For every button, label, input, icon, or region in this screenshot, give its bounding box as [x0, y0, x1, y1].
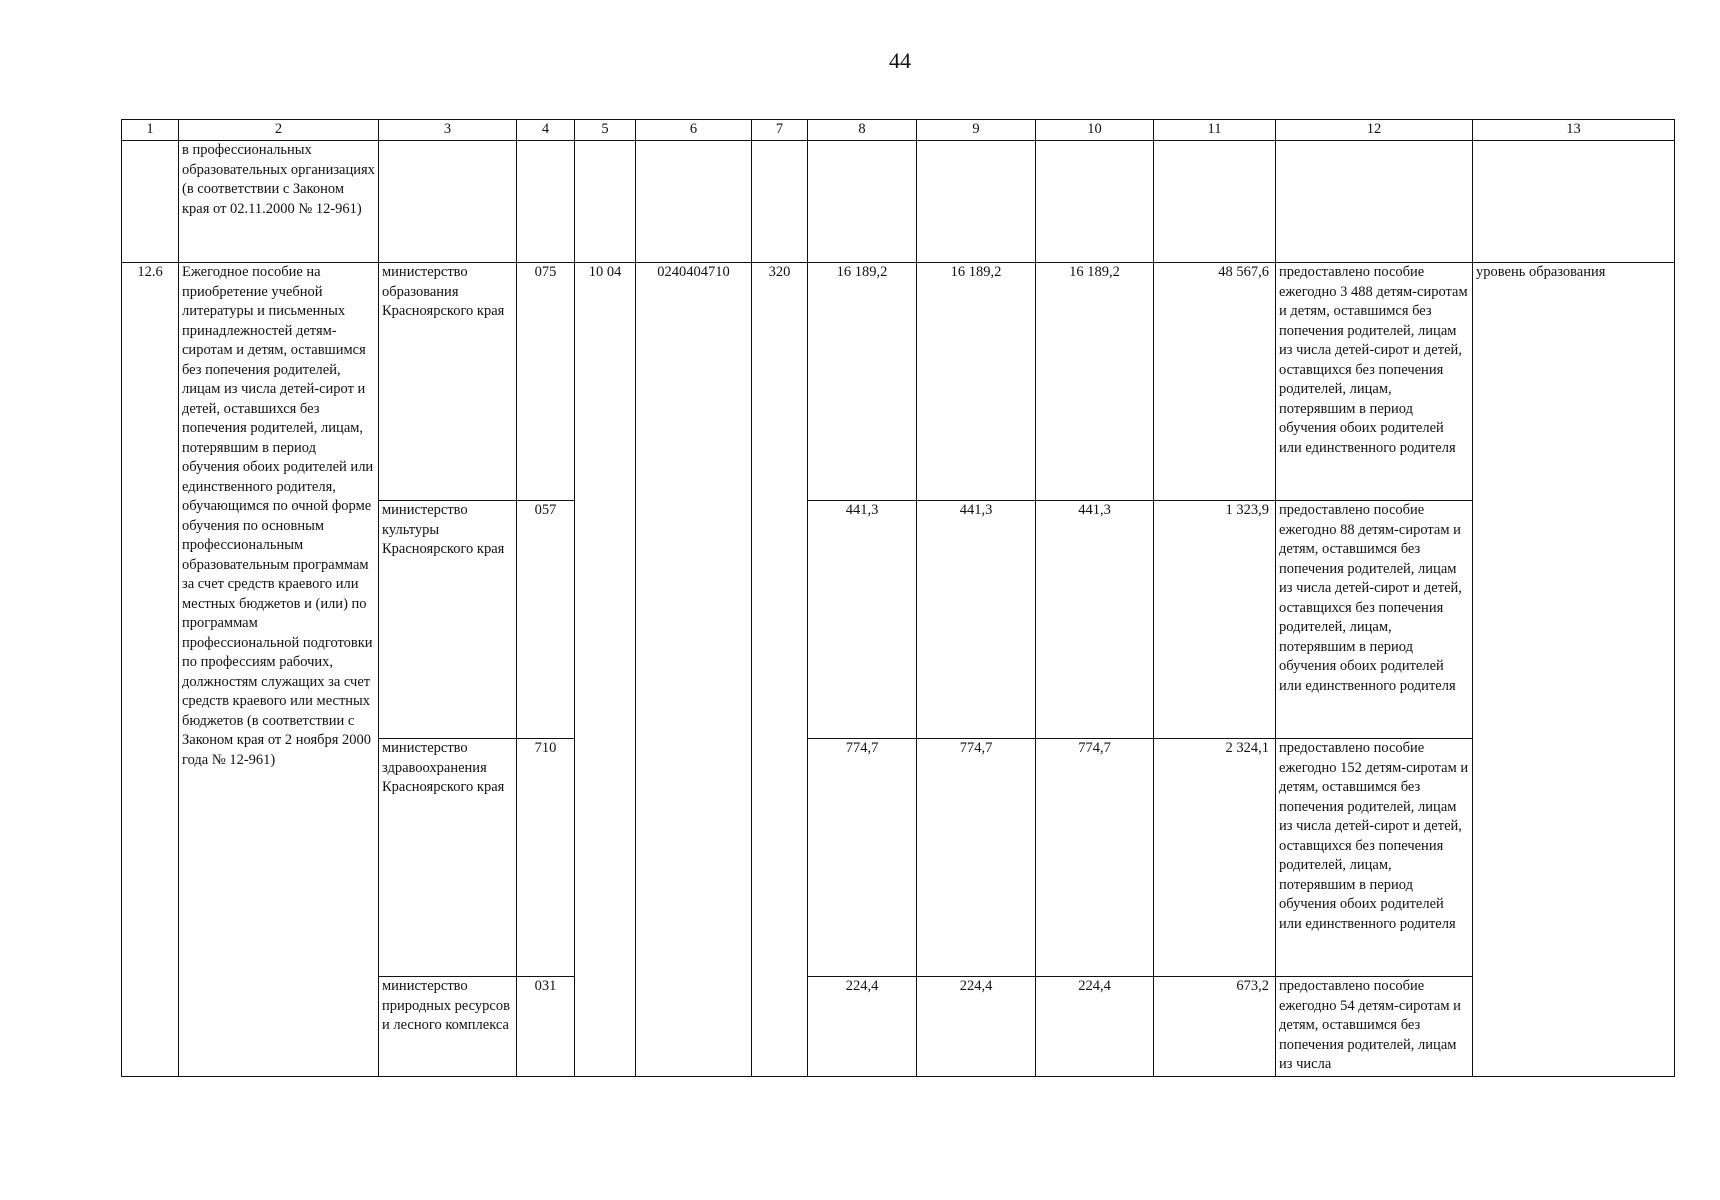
amount-year-2: 774,7 — [917, 739, 1036, 977]
column-number: 11 — [1154, 120, 1276, 141]
budget-table — [121, 119, 1675, 1077]
ministry-code: 057 — [517, 501, 575, 739]
amount-year-1: 16 189,2 — [808, 263, 917, 501]
amount-total: 673,2 — [1154, 977, 1276, 1077]
ministry-cell: министерство культуры Красноярского края — [379, 501, 517, 739]
ministry-cell: министерство природных ресурсов и лесного комплекса — [379, 977, 517, 1077]
column-number: 9 — [917, 120, 1036, 141]
amount-year-3: 16 189,2 — [1036, 263, 1154, 501]
expected-result: предоставлено пособие ежегодно 152 детям-сиротам и детям, оставшимся без попечения родителей, лицам из числа детей-сирот и детей, оставщихся без попечения родителей, лицам, потерявшим в период обучения обоих родителей или единственного родителя — [1276, 739, 1473, 977]
column-number: 13 — [1473, 120, 1675, 141]
column-number: 12 — [1276, 120, 1473, 141]
continuation-text: в профессиональных образовательных организациях (в соответствии с Законом края от 02.11.2000 № 12-961) — [179, 141, 379, 263]
continuation-row — [122, 141, 1675, 263]
ministry-cell: министерство образования Красноярского края — [379, 263, 517, 501]
column-number-row — [122, 120, 1675, 141]
amount-year-3: 774,7 — [1036, 739, 1154, 977]
column-number: 4 — [517, 120, 575, 141]
column-number: 8 — [808, 120, 917, 141]
item-description: Ежегодное пособие на приобретение учебной литературы и письменных принадлежностей детям-сиротам и детям, оставшимся без попечения родителей, лицам из числа детей-сирот и детей, оставшихся без попечения родителей, лицам, потерявшим в период обучения обоих родителей или единственного родителя, обучающимся по очной форме обучения по основным профессиональным образовательным программам за счет средств краевого или местных бюджетов и (или) по программам профессиональной подготовки по профессиям рабочих, должностям служащих за счет средств краевого или местных бюджетов (в соответствии с Законом края от 2 ноября 2000 года № 12-961) — [179, 263, 379, 1077]
expected-result: предоставлено пособие ежегодно 3 488 детям-сиротам и детям, оставшимся без попечения родителей, лицам из числа детей-сирот и детей, оставщихся без попечения родителей, лицам, потерявшим в период обучения обоих родителей или единственного родителя — [1276, 263, 1473, 501]
amount-year-2: 16 189,2 — [917, 263, 1036, 501]
amount-year-1: 441,3 — [808, 501, 917, 739]
amount-total: 1 323,9 — [1154, 501, 1276, 739]
column-number: 1 — [122, 120, 179, 141]
ministry-code: 031 — [517, 977, 575, 1077]
column-number: 7 — [752, 120, 808, 141]
amount-year-2: 224,4 — [917, 977, 1036, 1077]
ministry-code: 710 — [517, 739, 575, 977]
amount-total: 48 567,6 — [1154, 263, 1276, 501]
column-number: 6 — [636, 120, 752, 141]
amount-total: 2 324,1 — [1154, 739, 1276, 977]
page-number: 44 — [889, 48, 911, 73]
column-number: 5 — [575, 120, 636, 141]
table-row — [122, 263, 1675, 501]
item-number: 12.6 — [122, 263, 179, 1077]
amount-year-3: 224,4 — [1036, 977, 1154, 1077]
column-number: 3 — [379, 120, 517, 141]
target-code: 0240404710 — [636, 263, 752, 1077]
amount-year-1: 774,7 — [808, 739, 917, 977]
expected-result: предоставлено пособие ежегодно 88 детям-сиротам и детям, оставшимся без попечения родителей, лицам из числа детей-сирот и детей, оставщихся без попечения родителей, лицам, потерявшим в период обучения обоих родителей или единственного родителя — [1276, 501, 1473, 739]
amount-year-2: 441,3 — [917, 501, 1036, 739]
indicator-cell: уровень образования — [1473, 263, 1675, 1077]
ministry-code: 075 — [517, 263, 575, 501]
expected-result: предоставлено пособие ежегодно 54 детям-сиротам и детям, оставшимся без попечения родителей, лицам из числа — [1276, 977, 1473, 1077]
amount-year-3: 441,3 — [1036, 501, 1154, 739]
column-number: 10 — [1036, 120, 1154, 141]
section-code: 10 04 — [575, 263, 636, 1077]
expense-type-code: 320 — [752, 263, 808, 1077]
column-number: 2 — [179, 120, 379, 141]
amount-year-1: 224,4 — [808, 977, 917, 1077]
ministry-cell: министерство здравоохранения Красноярского края — [379, 739, 517, 977]
